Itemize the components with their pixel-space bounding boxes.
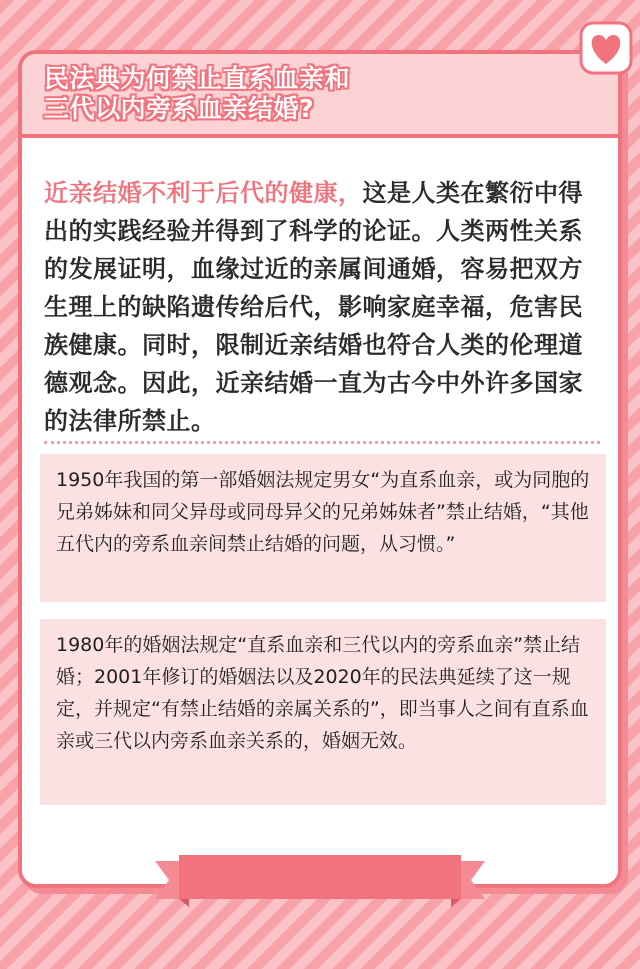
dotted-divider bbox=[44, 441, 600, 444]
heart-icon bbox=[578, 20, 634, 76]
ribbon-banner bbox=[155, 853, 485, 911]
page-title: 民法典为何禁止直系血亲和 三代以内旁系血亲结婚? bbox=[44, 64, 351, 123]
history-box-1980: 1980年的婚姻法规定“直系血亲和三代以内的旁系血亲”禁止结婚；2001年修订的婚姻法以及2020年的民法典延续了这一规定，并规定“有禁止结婚的亲属关系的”，即当事人之间有直系血亲或三代以内旁系血亲关系的，婚姻无效。 bbox=[40, 619, 606, 805]
main-paragraph bbox=[44, 174, 602, 440]
main-text: 这是人类在繁衍中得出的实践经验并得到了科学的论证。人类两性关系的发展证明，血缘过近的亲属间通婚，容易把双方生理上的缺陷遗传给后代，影响家庭幸福，危害民族健康。同时，限制近亲结婚也符合人类的伦理道德观念。因此，近亲结婚一直为古今中外许多国家的法律所禁止。 bbox=[44, 179, 583, 435]
highlight-text: 近亲结婚不利于后代的健康， bbox=[44, 179, 363, 207]
card-header bbox=[22, 54, 618, 138]
content-card bbox=[18, 50, 622, 888]
history-box-1950: 1950年我国的第一部婚姻法规定男女“为直系血亲，或为同胞的兄弟姊妹和同父异母或同母异父的兄弟姊妹者”禁止结婚，“其他五代内的旁系血亲间禁止结婚的问题，从习惯。” bbox=[40, 454, 606, 602]
